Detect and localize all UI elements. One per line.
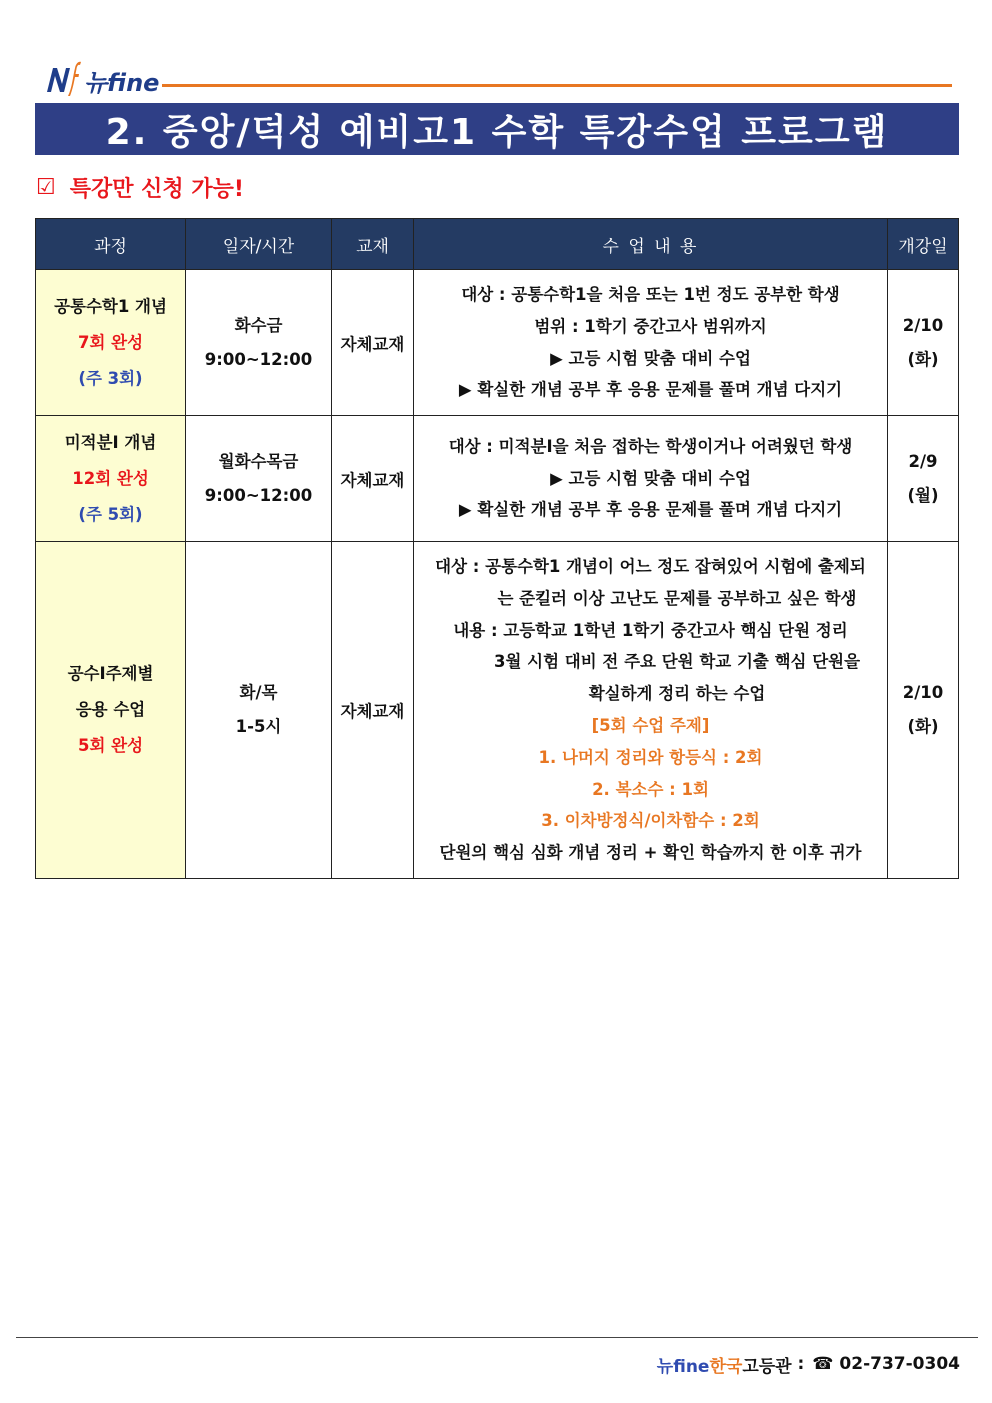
content-line: ▶ 확실한 개념 공부 후 응용 문제를 풀며 개념 다지기 <box>458 380 843 400</box>
content-line: 내용 : 고등학교 1학년 1학기 중간고사 핵심 단원 정리 <box>453 620 848 640</box>
table-row <box>36 416 959 542</box>
header-content: 수 업 내 용 <box>414 219 888 270</box>
content-line: ▶ 고등 시험 맞춤 대비 수업 <box>550 468 751 488</box>
topic-item: 2. 복소수 : 1회 <box>592 779 709 799</box>
open-date-cell <box>888 416 959 542</box>
header-divider <box>162 84 952 87</box>
course-frequency: (주 3회) <box>78 368 143 388</box>
footer-contact <box>657 1351 960 1377</box>
program-table <box>35 218 959 879</box>
footer-divider <box>16 1337 978 1338</box>
table-header-row <box>36 219 959 270</box>
content-cell <box>414 270 888 416</box>
content-line: 단원의 핵심 심화 개념 정리 + 확인 학습까지 한 이후 귀가 <box>439 843 862 863</box>
brand-logo <box>44 58 159 98</box>
schedule-time: 9:00~12:00 <box>204 485 313 505</box>
content-cell <box>414 542 888 879</box>
content-line: 대상 : 공통수학1 개념이 어느 정도 잡혀있어 시험에 출제되 <box>435 557 866 577</box>
phone-icon: ☎ <box>812 1354 834 1374</box>
logo-text: 뉴fine <box>84 69 160 97</box>
header-book: 교재 <box>332 219 414 270</box>
page-title: 2. 중앙/덕성 예비고1 수학 특강수업 프로그램 <box>35 103 959 155</box>
content-line: ▶ 고등 시험 맞춤 대비 수업 <box>550 348 751 368</box>
footer-branch: 고등관 <box>742 1356 792 1377</box>
schedule-time: 9:00~12:00 <box>204 349 313 369</box>
open-day: (화) <box>907 349 939 369</box>
content-cell <box>414 416 888 542</box>
schedule-time: 1-5시 <box>235 717 282 736</box>
course-cell <box>36 416 186 542</box>
footer-separator: : <box>791 1354 811 1374</box>
footer-brand-korea: 한국 <box>709 1356 743 1377</box>
schedule-cell <box>186 542 332 879</box>
course-sessions: 5회 완성 <box>77 736 144 755</box>
table-row <box>36 270 959 416</box>
notice-text: 특강만 신청 가능! <box>69 176 244 202</box>
schedule-days: 월화수목금 <box>218 451 299 471</box>
open-date-cell <box>888 270 959 416</box>
course-sessions: 12회 완성 <box>72 468 149 488</box>
open-day: (월) <box>907 485 939 505</box>
course-frequency: (주 5회) <box>78 504 143 524</box>
content-line: 대상 : 공통수학1을 처음 또는 1번 정도 공부한 학생 <box>461 284 840 304</box>
content-line: 는 준킬러 이상 고난도 문제를 공부하고 싶은 학생 <box>497 588 857 608</box>
footer-brand: 뉴fine <box>656 1356 710 1377</box>
schedule-cell <box>186 416 332 542</box>
schedule-days: 화/목 <box>239 683 278 702</box>
table-row <box>36 542 959 879</box>
book-cell: 자체교재 <box>332 542 414 879</box>
content-line: 3월 시험 대비 전 주요 단원 학교 기출 핵심 단원을 <box>493 652 861 672</box>
course-sessions: 7회 완성 <box>77 332 144 352</box>
open-date: 2/10 <box>902 315 944 335</box>
topic-item: 3. 이차방정식/이차함수 : 2회 <box>541 811 760 831</box>
open-date-cell <box>888 542 959 879</box>
header-course: 과정 <box>36 219 186 270</box>
open-day: (화) <box>907 717 939 736</box>
notice <box>36 170 244 204</box>
book-cell: 자체교재 <box>332 416 414 542</box>
topic-item: 1. 나머지 정리와 항등식 : 2회 <box>538 747 763 767</box>
course-name: 공수Ⅰ주제별 <box>67 664 154 683</box>
schedule-days: 화수금 <box>234 315 283 335</box>
nf-logo-icon <box>44 58 82 98</box>
header-open-date: 개강일 <box>888 219 959 270</box>
content-line: 확실하게 정리 하는 수업 <box>588 684 766 704</box>
open-date: 2/9 <box>908 451 938 471</box>
course-cell <box>36 542 186 879</box>
header-schedule: 일자/시간 <box>186 219 332 270</box>
footer-phone: 02-737-0304 <box>839 1354 960 1374</box>
topic-heading: [5회 수업 주제] <box>591 716 710 735</box>
course-name: 미적분Ⅰ 개념 <box>64 432 157 452</box>
course-name: 공통수학1 개념 <box>54 296 167 316</box>
course-cell <box>36 270 186 416</box>
checkbox-icon: ☑ <box>36 174 56 200</box>
open-date: 2/10 <box>902 683 944 702</box>
book-cell: 자체교재 <box>332 270 414 416</box>
content-line: 대상 : 미적분Ⅰ을 처음 접하는 학생이거나 어려웠던 학생 <box>448 436 853 456</box>
course-name-line2: 응용 수업 <box>75 700 146 719</box>
schedule-cell <box>186 270 332 416</box>
content-line: ▶ 확실한 개념 공부 후 응용 문제를 풀며 개념 다지기 <box>458 500 843 520</box>
content-line: 범위 : 1학기 중간고사 범위까지 <box>534 316 767 336</box>
